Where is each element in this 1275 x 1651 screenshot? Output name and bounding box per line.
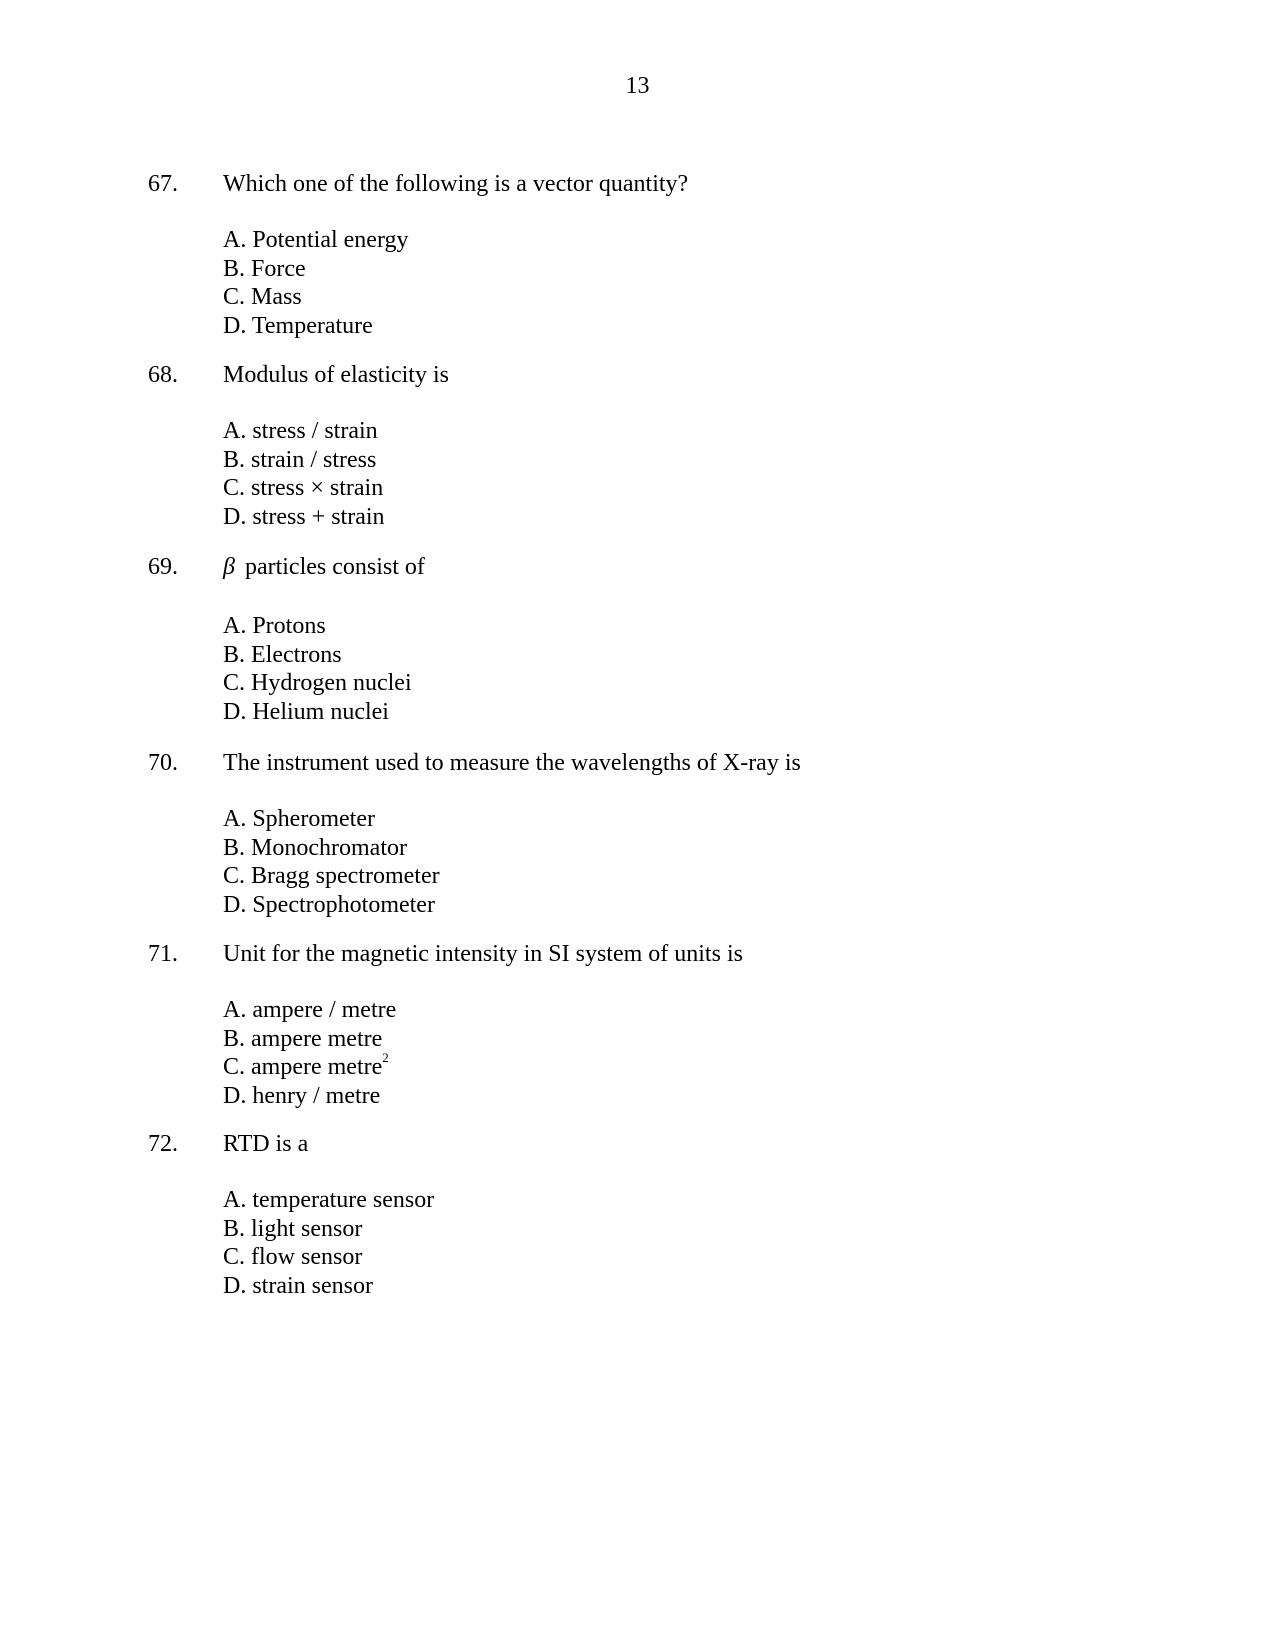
question-number: 68. — [148, 362, 178, 388]
question-stem-line — [223, 553, 425, 581]
option-d: D. strain sensor — [223, 1273, 373, 1300]
question-stem: Which one of the following is a vector quantity? — [223, 171, 689, 197]
option-a: A. temperature sensor — [223, 1187, 435, 1213]
superscript-two: 2 — [382, 1050, 389, 1066]
option-c: C. Mass — [223, 284, 302, 311]
option-a: A. Spherometer — [223, 806, 375, 832]
question-stem: Modulus of elasticity is — [223, 362, 449, 388]
option-b: B. ampere metre — [223, 1025, 383, 1052]
option-list — [223, 226, 409, 341]
option-a: A. Potential energy — [223, 227, 409, 253]
page-number: 13 — [625, 73, 650, 99]
option-c-text: C. ampere metre — [223, 1054, 383, 1081]
question-number: 71. — [148, 941, 178, 967]
option-list — [223, 996, 396, 1111]
option-a: A. stress / strain — [223, 418, 378, 444]
question-stem: Unit for the magnetic intensity in SI system of units is — [223, 941, 743, 967]
option-b: B. strain / stress — [223, 446, 377, 473]
question-number: 72. — [148, 1131, 178, 1157]
question-number: 70. — [148, 750, 178, 776]
beta-symbol: β — [223, 554, 235, 580]
option-c: C. Bragg spectrometer — [223, 863, 440, 890]
option-c: C. stress × strain — [223, 475, 384, 502]
option-list — [223, 805, 440, 920]
option-c: C. Hydrogen nuclei — [223, 670, 412, 697]
option-b: B. light sensor — [223, 1215, 363, 1242]
option-d: D. henry / metre — [223, 1083, 381, 1110]
option-list — [223, 417, 385, 532]
option-c — [223, 1050, 396, 1082]
option-list — [223, 612, 412, 727]
option-d: D. stress + strain — [223, 504, 385, 531]
question-number: 69. — [148, 554, 178, 580]
option-b: B. Monochromator — [223, 834, 407, 861]
option-b: B. Electrons — [223, 641, 342, 668]
option-d: D. Spectrophotometer — [223, 892, 435, 919]
question-stem: RTD is a — [223, 1131, 309, 1157]
option-d: D. Helium nuclei — [223, 699, 389, 726]
question-number: 67. — [148, 171, 178, 197]
question-stem: The instrument used to measure the wavelengths of X-ray is — [223, 750, 801, 776]
option-a: A. Protons — [223, 613, 326, 639]
option-d: D. Temperature — [223, 313, 373, 340]
question-stem: particles consist of — [244, 554, 425, 580]
option-a: A. ampere / metre — [223, 997, 397, 1023]
option-b: B. Force — [223, 255, 306, 282]
option-list — [223, 1186, 434, 1301]
option-c: C. flow sensor — [223, 1244, 363, 1271]
